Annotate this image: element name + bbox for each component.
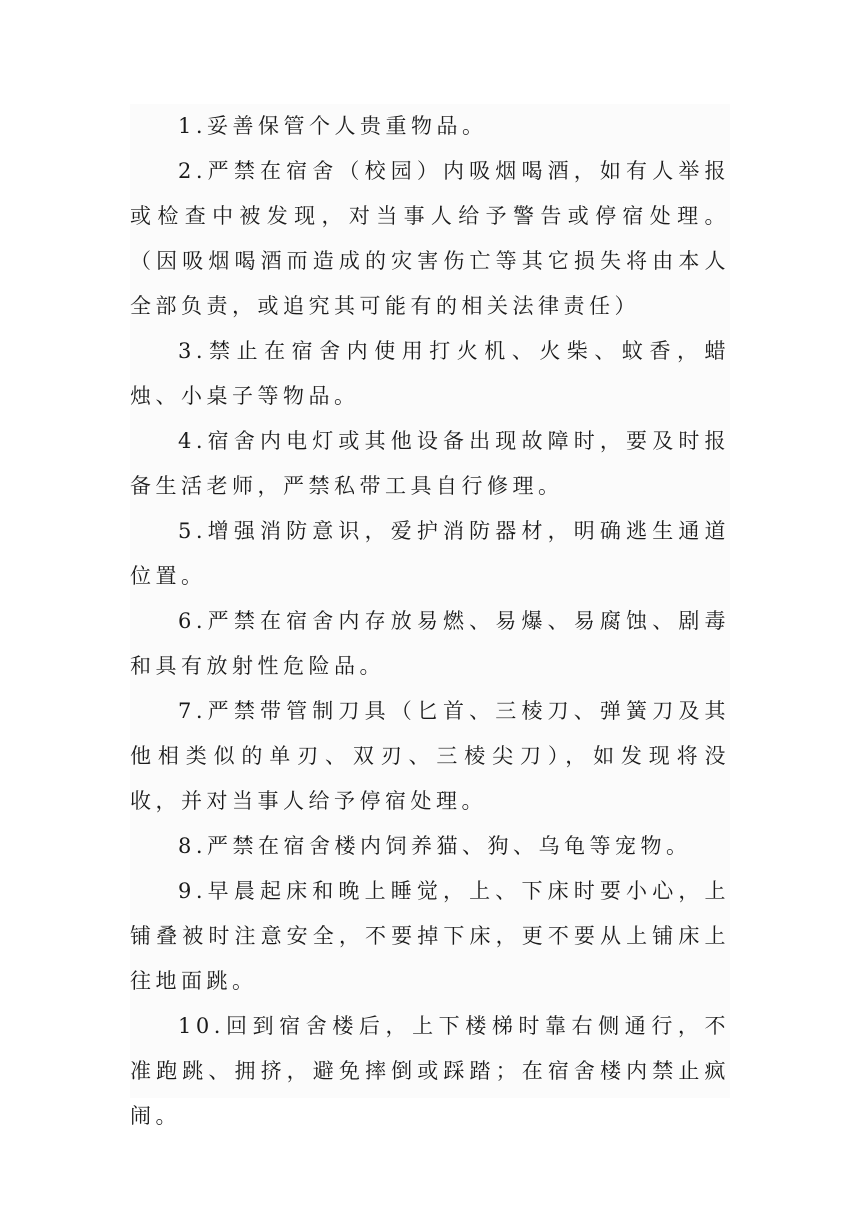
rule-paragraph-9: 9.早晨起床和晚上睡觉，上、下床时要小心，上铺叠被时注意安全，不要掉下床，更不要从上铺床上往地面跳。	[130, 879, 730, 993]
rule-paragraph-10: 10.回到宿舍楼后，上下楼梯时靠右侧通行，不准跑跳、拥挤，避免摔倒或踩踏；在宿舍楼内禁止疯闹。	[130, 1014, 730, 1128]
rule-paragraph-3: 3.禁止在宿舍内使用打火机、火柴、蚊香，蜡烛、小桌子等物品。	[130, 339, 730, 408]
rule-paragraph-6: 6.严禁在宿舍内存放易燃、易爆、易腐蚀、剧毒和具有放射性危险品。	[130, 609, 730, 678]
rule-paragraph-1: 1.妥善保管个人贵重物品。	[178, 114, 488, 138]
rule-paragraph-5: 5.增强消防意识，爱护消防器材，明确逃生通道位置。	[130, 519, 730, 588]
rule-paragraph-7: 7.严禁带管制刀具（匕首、三棱刀、弹簧刀及其他相类似的单刃、双刃、三棱尖刀），如发现将没收，并对当事人给予停宿处理。	[130, 699, 730, 813]
rule-paragraph-2: 2.严禁在宿舍（校园）内吸烟喝酒，如有人举报或检查中被发现，对当事人给予警告或停宿处理。（因吸烟喝酒而造成的灾害伤亡等其它损失将由本人全部负责，或追究其可能有的相关法律责任）	[130, 159, 730, 318]
rule-paragraph-4: 4.宿舍内电灯或其他设备出现故障时，要及时报备生活老师，严禁私带工具自行修理。	[130, 429, 730, 498]
document-body	[130, 104, 730, 1128]
rule-paragraph-8: 8.严禁在宿舍楼内饲养猫、狗、乌龟等宠物。	[178, 834, 692, 858]
